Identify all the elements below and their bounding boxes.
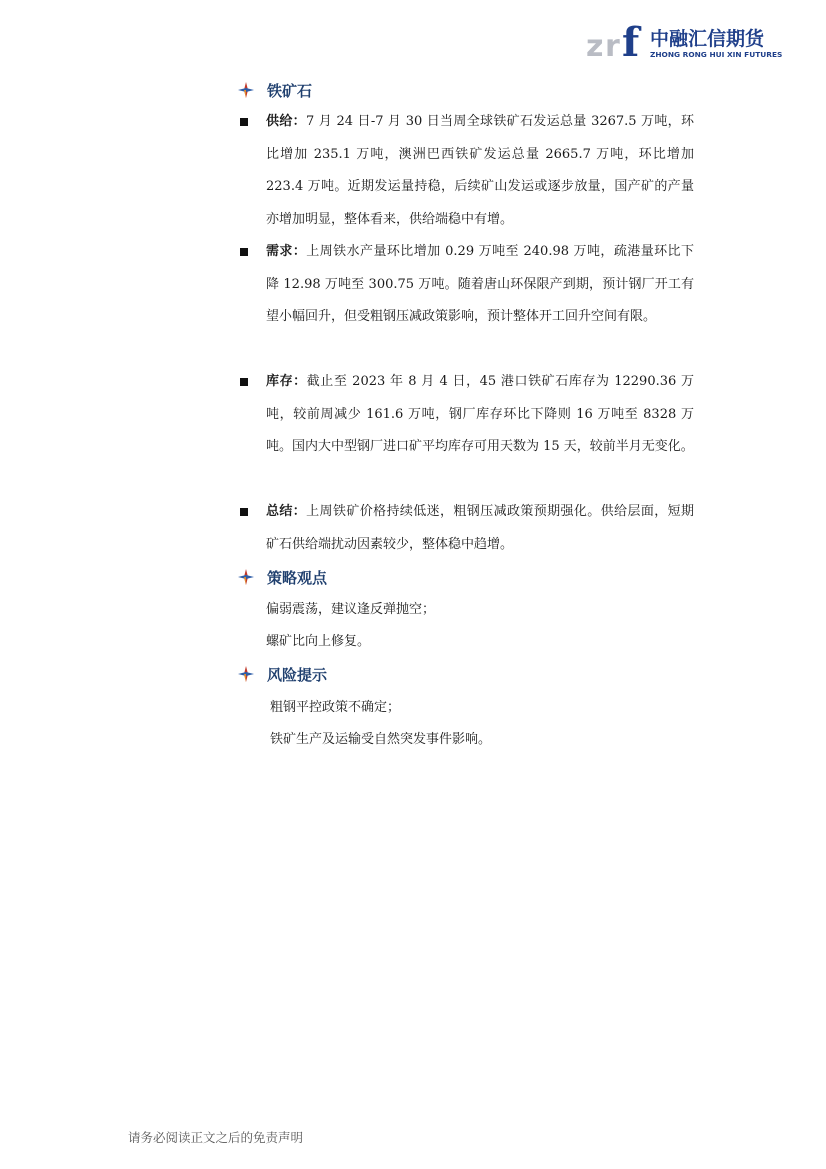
section-title: 策略观点	[267, 568, 328, 587]
bullet-inventory	[238, 366, 694, 464]
bullet-text	[266, 106, 694, 236]
bullet-body: 截止至 2023 年 8 月 4 日，45 港口铁矿石库存为 12290.36 万吨，较前周减少 161.6 万吨，钢厂库存环比下降则 16 万吨至 8328 万吨。国内大中型钢厂进口矿平均库存可用天数为 15 天，较前半月无变化。	[266, 374, 694, 454]
risk-line: 粗钢平控政策不确定；	[270, 700, 401, 715]
bullet-square-icon	[240, 248, 248, 256]
bullet-label: 需求：	[266, 244, 307, 259]
bullet-demand	[238, 236, 694, 334]
bullet-label: 供给：	[266, 114, 306, 129]
section-marker-icon	[238, 666, 254, 682]
logo-english-name: ZHONG RONG HUI XIN FUTURES	[650, 50, 783, 59]
bullet-label: 库存：	[266, 374, 307, 389]
bullet-text	[266, 236, 694, 334]
strategy-line: 偏弱震荡，建议逢反弹抛空；	[266, 602, 436, 617]
svg-text:r: r	[605, 29, 620, 63]
section-strategy-heading	[238, 567, 327, 587]
svg-text:z: z	[586, 29, 604, 63]
risk-line: 铁矿生产及运输受自然突发事件影响。	[270, 732, 492, 747]
company-logo	[586, 19, 783, 63]
logo-chinese-name: 中融汇信期货	[650, 28, 765, 50]
section-title: 风险提示	[267, 665, 328, 684]
bullet-supply	[238, 106, 694, 236]
section-title: 铁矿石	[267, 81, 313, 100]
bullet-body: 上周铁水产量环比增加 0.29 万吨至 240.98 万吨，疏港量环比下降 12.98 万吨至 300.75 万吨。随着唐山环保限产到期，预计钢厂开工有望小幅回升，但受粗钢压减政策影响，预计整体开工回升空间有限。	[266, 244, 694, 324]
section-marker-icon	[238, 569, 254, 585]
strategy-line: 螺矿比向上修复。	[266, 634, 371, 649]
section-iron-ore-heading	[238, 80, 312, 100]
bullet-summary	[238, 496, 694, 561]
bullet-square-icon	[240, 378, 248, 386]
bullet-body: 7 月 24 日-7 月 30 日当周全球铁矿石发运总量 3267.5 万吨，环比增加 235.1 万吨，澳洲巴西铁矿发运总量 2665.7 万吨，环比增加 223.4 万吨。近期发运量持稳，后续矿山发运或逐步放量，国产矿的产量亦增加明显，整体看来，供给端稳中有增。	[266, 114, 694, 227]
zrf-logo-icon	[586, 19, 648, 63]
bullet-label: 总结：	[266, 504, 307, 519]
bullet-text	[266, 496, 694, 561]
bullet-square-icon	[240, 508, 248, 516]
section-marker-icon	[238, 82, 254, 98]
footer-disclaimer: 请务必阅读正文之后的免责声明	[128, 1130, 304, 1145]
bullet-text	[266, 366, 694, 464]
section-risk-heading	[238, 664, 327, 684]
svg-text:f: f	[622, 19, 640, 63]
bullet-square-icon	[240, 118, 248, 126]
bullet-body: 上周铁矿价格持续低迷，粗钢压减政策预期强化。供给层面，短期矿石供给端扰动因素较少，整体稳中趋增。	[266, 504, 694, 552]
